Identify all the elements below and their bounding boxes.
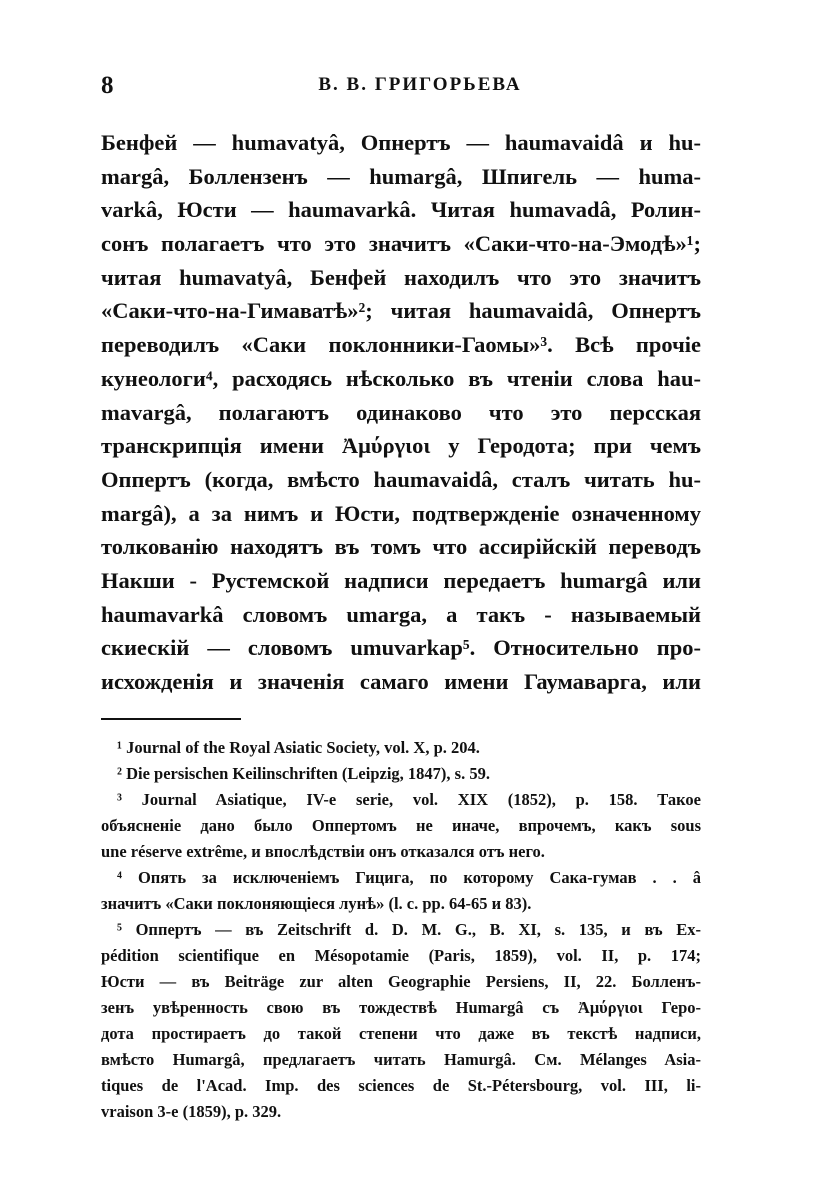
text-line: «Саки-что-на-Гимаватѣ»²; читая haumavaidâ, Опнертъ — [101, 298, 701, 324]
footnote-4-cont: значитъ «Саки поклоняющіеся лунѣ» (l. c. pp. 64-65 и 83). — [101, 894, 532, 913]
text-line: mavargâ, полагаютъ одинаково что это персская — [101, 399, 701, 425]
text-line: Оппертъ (когда, вмѣсто haumavaidâ, сталъ читать hu- — [101, 466, 701, 492]
footnote-5-cont: Юсти — въ Beiträge zur alten Geographie Persiens, II, 22. Болленъ- — [101, 972, 701, 991]
text-line: Накши - Рустемской надписи передаетъ humargâ или — [101, 567, 701, 593]
footnote-4: ⁴ Опять за исключеніемъ Гицига, по которому Сака-гумав . . â — [117, 868, 701, 887]
text-line: толкованію находятъ въ томъ что ассирійскій переводъ — [101, 534, 701, 560]
footnote-5-cont: tiques de l'Acad. Imp. des sciences de St.-Pétersbourg, vol. III, li- — [101, 1076, 701, 1095]
footnote-5-cont: вмѣсто Humargâ, предлагаетъ читать Hamurgâ. См. Mélanges Asia- — [101, 1050, 701, 1069]
footnotes — [101, 735, 701, 1125]
footnote-1: ¹ Journal of the Royal Asiatic Society, vol. X, p. 204. — [117, 738, 480, 757]
running-head: В. В. ГРИГОРЬЕВА — [318, 74, 522, 95]
footnote-divider — [101, 718, 241, 720]
footnote-3-cont: объясненіе дано было Оппертомъ не иначе, впрочемъ, какъ sous — [101, 816, 701, 835]
text-line: исхожденія и значенія самаго имени Гаумаварга, или — [101, 669, 701, 694]
text-line: margâ), а за нимъ и Юсти, подтвержденіе означенному — [101, 500, 701, 526]
text-line: сонъ полагаетъ что это значитъ «Саки-что-на-Эмодѣ»¹; — [101, 231, 701, 257]
text-line: транскрипція имени Ἀμύργιοι у Геродота; при чемъ — [101, 433, 701, 459]
main-text — [101, 126, 701, 699]
footnote-5-cont: дота простираетъ до такой степени что даже въ текстѣ надписи, — [101, 1024, 701, 1043]
text-line: haumavarkâ словомъ umarga, а такъ - называемый — [101, 601, 701, 627]
footnote-2: ² Die persischen Keilinschriften (Leipzig, 1847), s. 59. — [117, 764, 490, 783]
text-line: Бенфей — humavatyâ, Опнертъ — haumavaidâ и hu- — [101, 130, 701, 155]
text-line: varkâ, Юсти — haumavarkâ. Читая humavadâ, Ролин- — [101, 197, 701, 223]
page-header — [0, 72, 840, 102]
footnote-5-cont: зенъ увѣренность свою въ тождествѣ Humargâ съ Ἀμύργιοι Геро- — [101, 998, 701, 1017]
text-line: скиескій — словомъ umuvarkap⁵. Относительно про- — [101, 635, 701, 661]
footnote-3: ³ Journal Asiatique, IV-e serie, vol. XIX (1852), p. 158. Такое — [117, 790, 701, 809]
text-line: margâ, Боллензенъ — humargâ, Шпигель — huma- — [101, 163, 701, 189]
page-number: 8 — [101, 72, 114, 99]
footnote-5-cont: vraison 3-e (1859), p. 329. — [101, 1102, 282, 1121]
text-line: кунеологи⁴, расходясь нѣсколько въ чтеніи слова hau- — [101, 365, 701, 391]
text-line: читая humavatyâ, Бенфей находилъ что это значитъ — [101, 264, 701, 290]
footnote-3-cont: une réserve extrême, и впослѣдствіи онъ отказался отъ него. — [101, 842, 545, 861]
footnote-5-cont: pédition scientifique en Mésopotamie (Paris, 1859), vol. II, p. 174; — [101, 946, 701, 965]
text-line: переводилъ «Саки поклонники-Гаомы»³. Всѣ прочіе — [101, 332, 701, 358]
footnote-5: ⁵ Оппертъ — въ Zeitschrift d. D. M. G., B. XI, s. 135, и въ Ex- — [117, 920, 701, 939]
